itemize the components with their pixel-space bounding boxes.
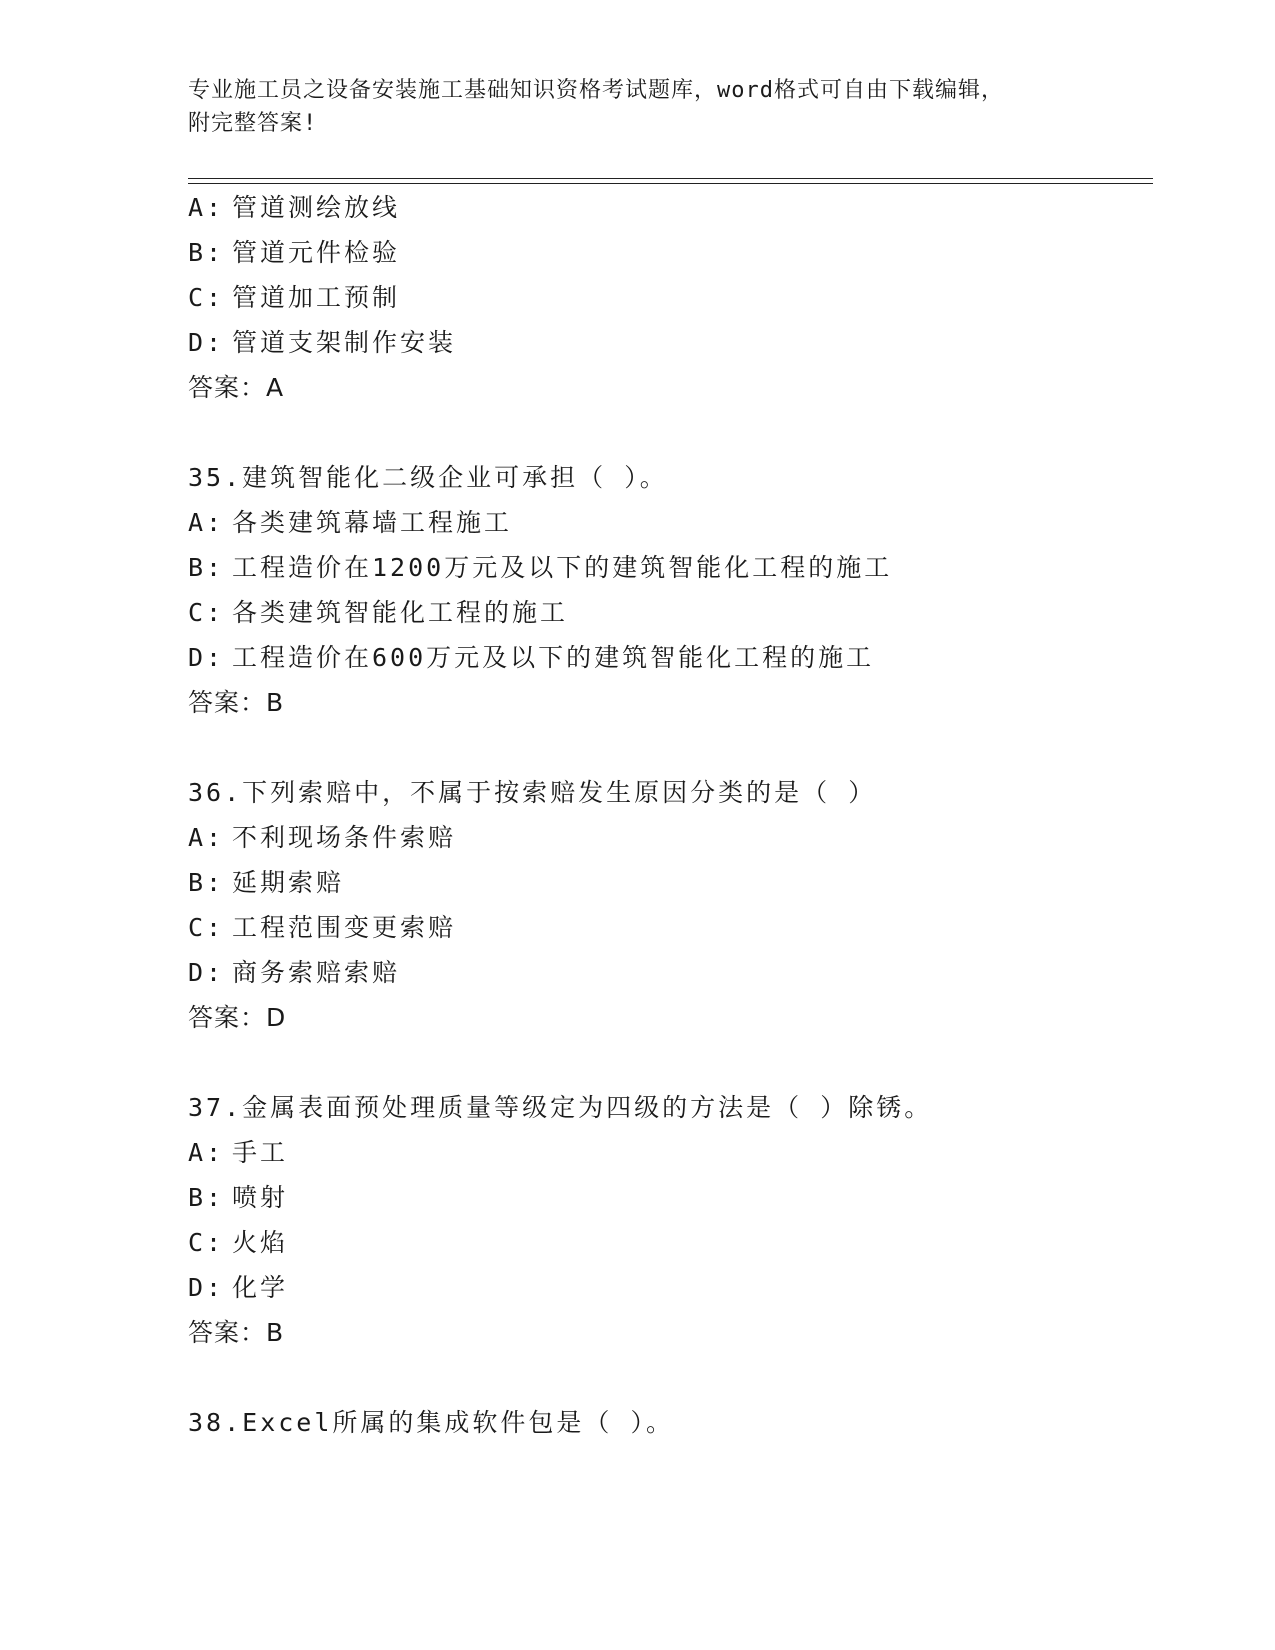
q35-option-c: C: 各类建筑智能化工程的施工 bbox=[188, 598, 569, 627]
q34-option-c: C: 管道加工预制 bbox=[188, 283, 401, 312]
header-line-1: 专业施工员之设备安装施工基础知识资格考试题库，word格式可自由下载编辑， bbox=[188, 78, 1004, 103]
q36-option-b: B: 延期索赔 bbox=[188, 868, 345, 897]
q37-option-c: C: 火焰 bbox=[188, 1228, 289, 1257]
q36-question: 36.下列索赔中，不属于按索赔发生原因分类的是（ ） bbox=[188, 778, 877, 807]
header-line-2: 附完整答案! bbox=[188, 111, 318, 136]
q36-option-c: C: 工程范围变更索赔 bbox=[188, 913, 457, 942]
q34-option-b: B: 管道元件检验 bbox=[188, 238, 401, 267]
document-header bbox=[188, 74, 1108, 140]
q34-option-a: A: 管道测绘放线 bbox=[188, 193, 401, 222]
q37-option-b: B: 喷射 bbox=[188, 1183, 289, 1212]
q37-answer: 答案：B bbox=[188, 1318, 285, 1347]
q34-option-d: D: 管道支架制作安装 bbox=[188, 328, 457, 357]
q37-question: 37.金属表面预处理质量等级定为四级的方法是（ ）除锈。 bbox=[188, 1093, 933, 1122]
q37-option-a: A: 手工 bbox=[188, 1138, 289, 1167]
q36-answer: 答案：D bbox=[188, 1003, 287, 1032]
header-divider-bottom bbox=[188, 183, 1153, 184]
q37-option-d: D: 化学 bbox=[188, 1273, 289, 1302]
header-divider-top bbox=[188, 178, 1153, 179]
q34-answer: 答案：A bbox=[188, 373, 285, 402]
q35-option-d: D: 工程造价在600万元及以下的建筑智能化工程的施工 bbox=[188, 643, 875, 672]
q35-option-a: A: 各类建筑幕墙工程施工 bbox=[188, 508, 513, 537]
q36-option-a: A: 不利现场条件索赔 bbox=[188, 823, 457, 852]
q36-option-d: D: 商务索赔索赔 bbox=[188, 958, 401, 987]
q35-option-b: B: 工程造价在1200万元及以下的建筑智能化工程的施工 bbox=[188, 553, 893, 582]
q35-answer: 答案：B bbox=[188, 688, 285, 717]
q38-question: 38.Excel所属的集成软件包是（ ）。 bbox=[188, 1408, 674, 1437]
q35-question: 35.建筑智能化二级企业可承担（ ）。 bbox=[188, 463, 668, 492]
